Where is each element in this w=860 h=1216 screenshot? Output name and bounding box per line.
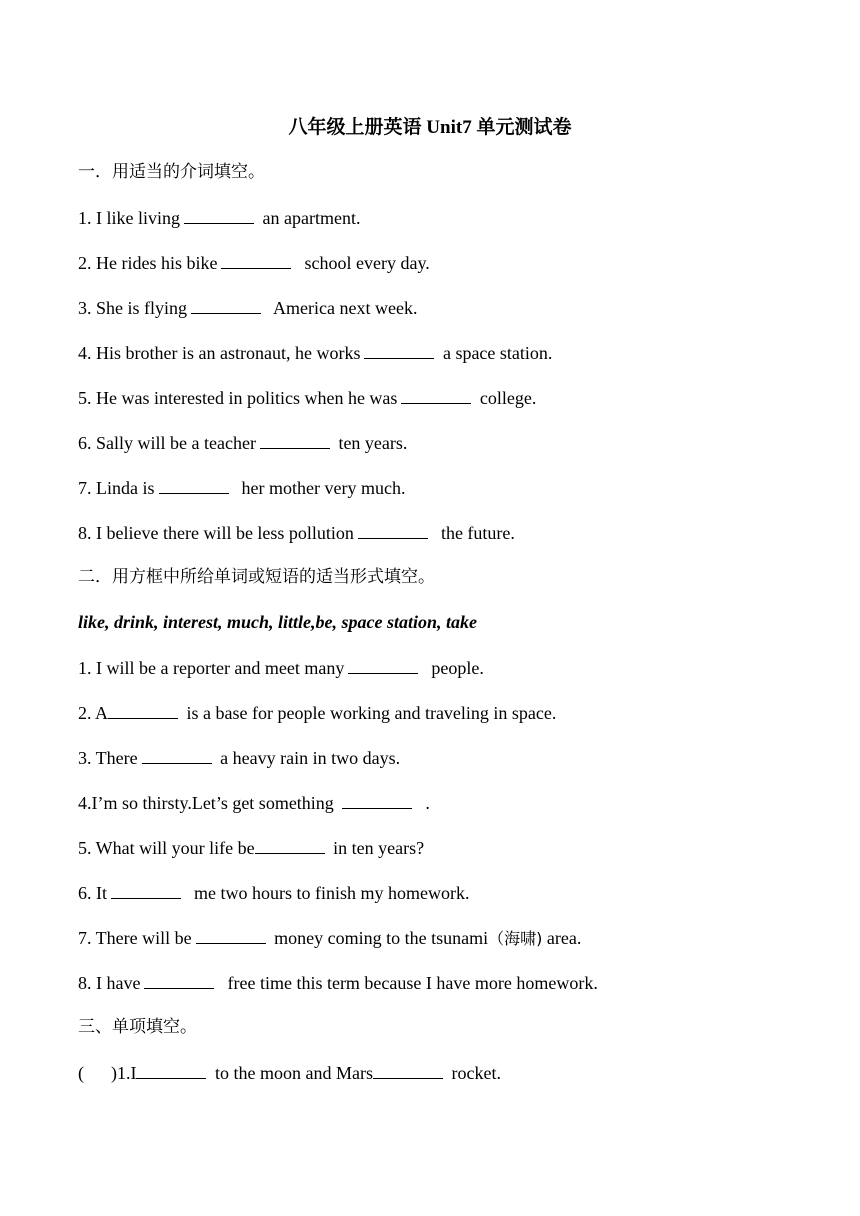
question-text: 7. There will be (78, 928, 192, 948)
question-text: me two hours to finish my homework. (194, 883, 470, 903)
question-text: college. (479, 388, 537, 408)
question-text: 2. A (78, 703, 109, 723)
s2-question-7 (78, 925, 581, 951)
question-text: America next week. (273, 298, 418, 318)
s1-question-7 (78, 475, 405, 500)
question-text: is a base for people working and traveling in space. (186, 703, 557, 723)
section-2-heading: 二．用方框中所给单词或短语的适当形式填空。 (78, 567, 435, 587)
s2-question-6 (78, 880, 469, 905)
question-text: the future. (440, 523, 515, 543)
question-text: her mother very much. (241, 478, 406, 498)
page-title: 八年级上册英语 Unit7 单元测试卷 (288, 117, 572, 138)
answer-blank[interactable] (159, 475, 229, 494)
s2-question-3 (78, 745, 400, 770)
answer-blank[interactable] (136, 1060, 206, 1079)
answer-blank[interactable] (196, 925, 266, 944)
question-text: to the moon and Mars (214, 1063, 373, 1083)
s1-question-3 (78, 295, 417, 320)
s1-question-4 (78, 340, 552, 365)
question-text: 1. I like living (78, 208, 180, 228)
question-text: an apartment. (262, 208, 361, 228)
question-text: a heavy rain in two days. (220, 748, 401, 768)
answer-blank[interactable] (111, 880, 181, 899)
question-text-cjk: （海啸) (488, 929, 543, 948)
question-text: in ten years? (333, 838, 425, 858)
question-text: 3. There (78, 748, 138, 768)
s1-question-1 (78, 205, 360, 230)
question-text: school every day. (304, 253, 430, 273)
answer-blank[interactable] (401, 385, 471, 404)
question-text: 8. I have (78, 973, 141, 993)
question-text: area. (542, 928, 582, 948)
question-text: 5. What will your life be (78, 838, 255, 858)
s2-question-5 (78, 835, 424, 860)
answer-blank[interactable] (191, 295, 261, 314)
question-text: 4. His brother is an astronaut, he works (78, 343, 361, 363)
section-1-heading: 一．用适当的介词填空。 (78, 162, 265, 182)
question-text: 2. He rides his bike (78, 253, 218, 273)
question-text: ten years. (338, 433, 408, 453)
question-text: ( )1.I (78, 1063, 137, 1083)
question-text: 7. Linda is (78, 478, 155, 498)
answer-blank[interactable] (221, 250, 291, 269)
word-box: like, drink, interest, much, little,be, space station, take (78, 612, 477, 632)
s2-question-1 (78, 655, 484, 680)
s1-question-6 (78, 430, 407, 455)
answer-blank[interactable] (364, 340, 434, 359)
answer-blank[interactable] (144, 970, 214, 989)
section-3-heading: 三、单项填空。 (78, 1017, 197, 1037)
question-text: 1. I will be a reporter and meet many (78, 658, 345, 678)
question-text: 5. He was interested in politics when he was (78, 388, 398, 408)
s3-question-1 (78, 1060, 501, 1085)
question-text: 6. It (78, 883, 107, 903)
answer-blank[interactable] (142, 745, 212, 764)
question-text: rocket. (451, 1063, 501, 1083)
answer-blank[interactable] (373, 1060, 443, 1079)
question-text: 4.I’m so thirsty.Let’s get something (78, 793, 334, 813)
s2-question-2 (78, 700, 556, 725)
s1-question-8 (78, 520, 515, 545)
question-text: money coming to the tsunami (274, 928, 489, 948)
question-text: 6. Sally will be a teacher (78, 433, 256, 453)
answer-blank[interactable] (255, 835, 325, 854)
answer-blank[interactable] (108, 700, 178, 719)
s1-question-2 (78, 250, 430, 275)
question-text: people. (431, 658, 484, 678)
question-text: free time this term because I have more homework. (227, 973, 598, 993)
s2-question-8 (78, 970, 598, 995)
question-text: 8. I believe there will be less pollution (78, 523, 354, 543)
answer-blank[interactable] (342, 790, 412, 809)
answer-blank[interactable] (184, 205, 254, 224)
s2-question-4 (78, 790, 430, 815)
question-text: 3. She is flying (78, 298, 188, 318)
question-text: . (425, 793, 430, 813)
question-text: a space station. (442, 343, 553, 363)
answer-blank[interactable] (358, 520, 428, 539)
answer-blank[interactable] (348, 655, 418, 674)
s1-question-5 (78, 385, 536, 410)
answer-blank[interactable] (260, 430, 330, 449)
